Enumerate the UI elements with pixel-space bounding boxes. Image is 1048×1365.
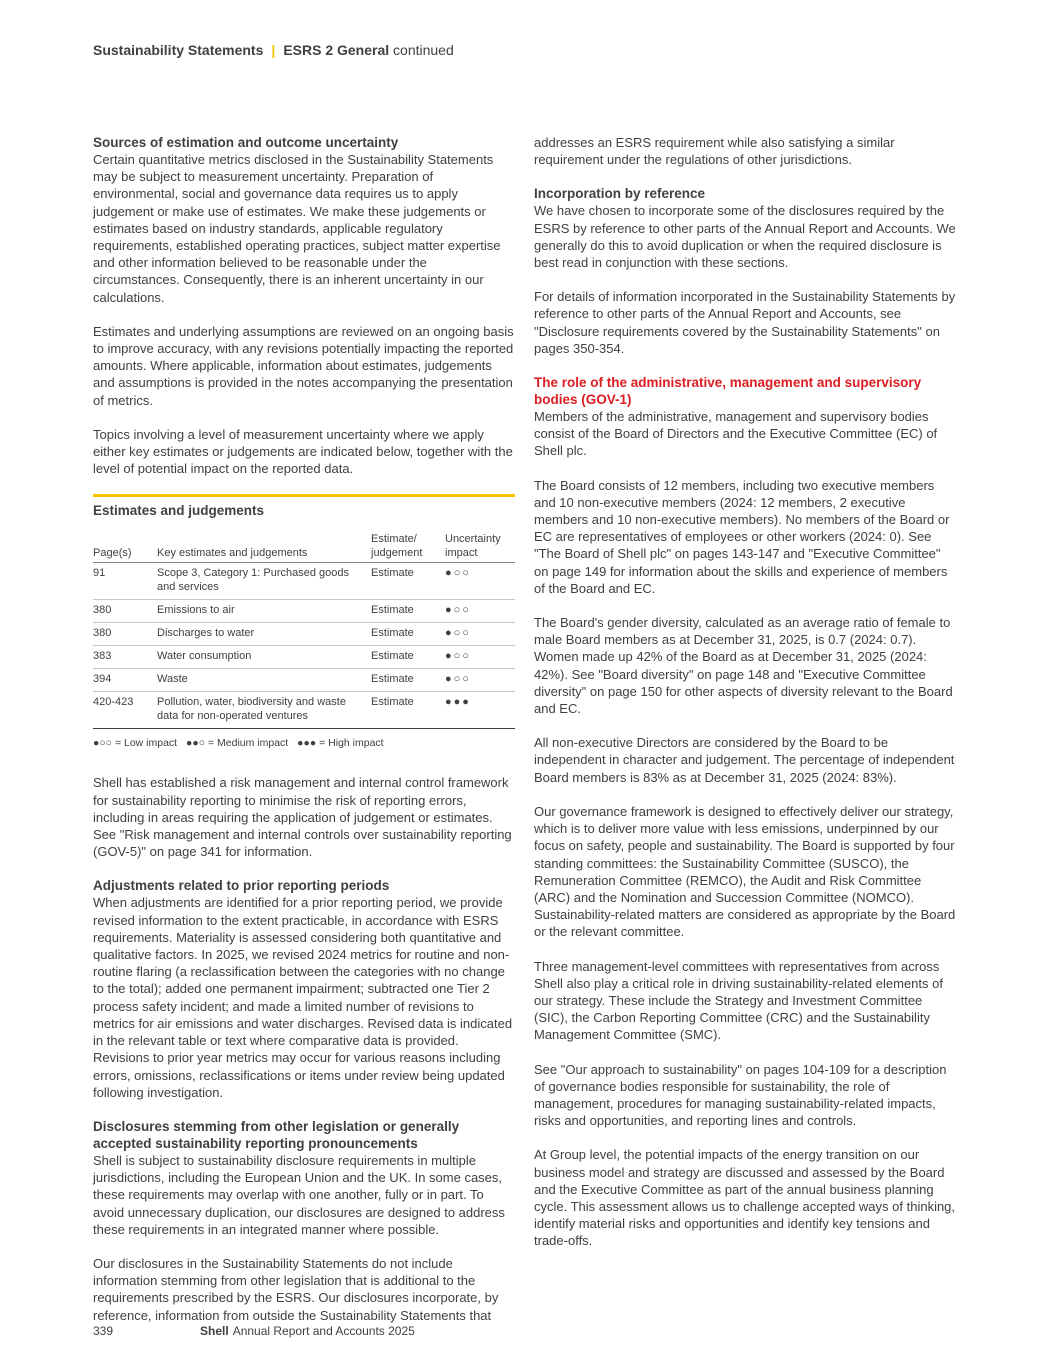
- adjustments-heading: Adjustments related to prior reporting periods: [93, 878, 390, 894]
- impact-legend: [93, 737, 515, 749]
- cell-key: Water consumption: [157, 646, 371, 669]
- page-number: 339: [93, 1324, 114, 1338]
- table-row: [93, 600, 515, 623]
- cell-pages: 380: [93, 623, 157, 646]
- cell-type: Estimate: [371, 563, 445, 600]
- sources-heading: Sources of estimation and outcome uncertainty: [93, 135, 399, 150]
- cell-key: Pollution, water, biodiversity and waste data for non-operated ventures: [157, 692, 371, 729]
- adjustments-paragraph: When adjustments are identified for a prior reporting period, we provide revised information to the extent practicable, in accordance with ESRS requirements. Materiality is assessed considering both quantitative and qualitative factors. In 2025, we revised 2024 metrics for routine and non-routine flaring (a reclassification between the categories with no change to the total); added one permanent impairment; subtracted one Tier 2 process safety incident; and made a limited number of revisions to metrics for air emissions and water discharges. Revised data is indicated in the relevant table or text where comparative data is provided. Revisions to prior year metrics may occur for various reasons including errors, omissions, reclassifications or items under review being updated following investigation.: [93, 895, 513, 1100]
- cell-key: Waste: [157, 669, 371, 692]
- table-row: [93, 563, 515, 600]
- right-column: [534, 134, 958, 1267]
- gov1-paragraph-3: The Board's gender diversity, calculated as an average ratio of female to male Board members as at December 31, 2025, is 0.7 (2024: 0.7). Women made up 42% of the Board as at December 31, 2025 (2024: 42%). See "Board diversity" on page 148 and "Executive Committee diversity" on page 150 for other aspects of diversity relevant to the Board and EC.: [534, 615, 953, 717]
- header-separator: |: [271, 42, 276, 58]
- running-header: [93, 42, 454, 58]
- left-column: [93, 134, 515, 1341]
- table-row: [93, 646, 515, 669]
- cell-type: Estimate: [371, 692, 445, 729]
- continued-paragraph: addresses an ESRS requirement while also satisfying a similar requirement under the regulations of other jurisdictions.: [534, 135, 895, 168]
- gov1-heading: The role of the administrative, management and supervisory bodies (GOV-1): [534, 375, 922, 408]
- cell-impact: ●○○: [445, 563, 515, 600]
- table-row: [93, 669, 515, 692]
- incorporation-paragraph-2: For details of information incorporated in the Sustainability Statements by reference to other parts of the Annual Report and Accounts, see "Disclosure requirements covered by the Sustainability Statements" on pages 350-354.: [534, 289, 956, 356]
- brand-name: Shell: [200, 1324, 229, 1338]
- table-header-row: [93, 530, 515, 563]
- gov1-paragraph-6: Three management-level committees with representatives from across Shell also play a critical role in driving sustainability-related elements of our strategy. These include the Strategy and Investment Committee (SIC), the Carbon Reporting Committee (CRC) and the Sustainability Management Committee (SMC).: [534, 958, 943, 1043]
- subsection-title: ESRS 2 General: [283, 42, 390, 58]
- disclosures-heading: Disclosures stemming from other legislation or generally accepted sustainability reporting pronouncements: [93, 1118, 460, 1151]
- section-title: Sustainability Statements: [93, 42, 264, 58]
- estimates-table: [93, 530, 515, 729]
- gov1-paragraph-7: See "Our approach to sustainability" on pages 104-109 for a description of governance bodies responsible for sustainability, the role of management, procedures for managing sustainability-related impacts, risks and opportunities, and reporting lines and controls.: [534, 1061, 947, 1129]
- col-header-key: Key estimates and judgements: [157, 530, 371, 563]
- cell-impact: ●○○: [445, 669, 515, 692]
- cell-impact: ●○○: [445, 600, 515, 623]
- cell-pages: 420-423: [93, 692, 157, 729]
- estimates-table-card: [93, 494, 515, 749]
- gov1-paragraph-1: Members of the administrative, management and supervisory bodies consist of the Board of Directors and the Executive Committee (EC) of Shell plc.: [534, 409, 938, 459]
- cell-type: Estimate: [371, 669, 445, 692]
- cell-pages: 383: [93, 646, 157, 669]
- report-title: Annual Report and Accounts 2025: [232, 1324, 415, 1338]
- gov1-paragraph-2: The Board consists of 12 members, including two executive members and 10 non-executive members (2024: 12 members, 2 executive members and 10 non-executive members). No members of the Board or EC are representatives of employees or other workers (2024: 0). See "The Board of Shell plc" on pages 143-147 and "Executive Committee" on page 149 for information about the skills and experience of members of the Board and EC.: [534, 477, 950, 596]
- disclosures-paragraph-2: Our disclosures in the Sustainability Statements do not include information stemming from other legislation that is additional to the requirements prescribed by the ESRS. Our disclosures incorporate, by reference, information from outside the Sustainability Statements that: [93, 1255, 499, 1323]
- continued-label: continued: [393, 42, 454, 58]
- table-row: [93, 623, 515, 646]
- gov1-paragraph-4: All non-executive Directors are considered by the Board to be independent in character and judgement. The percentage of independent Board members is 83% as at December 31, 2025 (2024: 83%).: [534, 735, 955, 785]
- page-footer: [93, 1324, 415, 1338]
- table-row: [93, 692, 515, 729]
- col-header-pages: Page(s): [93, 530, 157, 563]
- sources-paragraph-1: Certain quantitative metrics disclosed in the Sustainability Statements may be subject to measurement uncertainty. Preparation of environmental, social and governance data requires us to apply judgement or make use of estimates. We make these judgements or estimates based on industry standards, applicable regulatory requirements, established operating practices, subject matter expertise and other information believed to be reasonable under the circumstances. Consequently, there is an inherent uncertainty in our calculations.: [93, 152, 501, 305]
- col-header-impact: Uncertainty impact: [445, 530, 515, 563]
- sources-paragraph-3: Topics involving a level of measurement uncertainty where we apply either key estimates or judgements are indicated below, together with the level of potential impact on the reported data.: [93, 426, 513, 477]
- gov1-paragraph-8: At Group level, the potential impacts of the energy transition on our business model and strategy are discussed and assessed by the Board and the Executive Committee as part of the annual business planning cycle. This assessment allows us to challenge accepted ways of thinking, identify material risks and opportunities and identify key tensions and trade-offs.: [534, 1147, 956, 1249]
- legend-medium: ●●○ = Medium impact: [186, 737, 289, 750]
- incorporation-heading: Incorporation by reference: [534, 186, 706, 202]
- cell-pages: 91: [93, 563, 157, 600]
- cell-key: Scope 3, Category 1: Purchased goods and services: [157, 563, 371, 600]
- col-header-type: Estimate/ judgement: [371, 530, 445, 563]
- risk-paragraph: Shell has established a risk management and internal control framework for sustainability reporting to minimise the risk of reporting errors, including in areas requiring the application of judgement or estimates. See "Risk management and internal controls over sustainability reporting (GOV-5)" on page 341 for information.: [93, 775, 512, 860]
- disclosures-paragraph-1: Shell is subject to sustainability disclosure requirements in multiple jurisdictions, including the European Union and the UK. In some cases, these requirements may overlap with one another, fully or in part. To avoid unnecessary duplication, our disclosures are designed to address these requirements in an integrated manner where possible.: [93, 1152, 505, 1237]
- cell-type: Estimate: [371, 646, 445, 669]
- sources-paragraph-2: Estimates and underlying assumptions are reviewed on an ongoing basis to improve accuracy, with any revisions potentially impacting the reported amounts. Where applicable, information about estimates, judgements and assumptions is provided in the notes accompanying the presentation of metrics.: [93, 323, 514, 408]
- cell-type: Estimate: [371, 623, 445, 646]
- cell-impact: ●○○: [445, 646, 515, 669]
- gov1-paragraph-5: Our governance framework is designed to effectively deliver our strategy, which is to deliver more value with less emissions, underpinned by our focus on safety, people and sustainability. The Board is supported by four standing committees: the Sustainability Committee (SUSCO), the Remuneration Committee (REMCO), the Audit and Risk Committee (ARC) and the Nomination and Succession Committee (NOMCO). Sustainability-related matters are considered as appropriate by the Board or the relevant committee.: [534, 803, 956, 940]
- cell-type: Estimate: [371, 600, 445, 623]
- incorporation-paragraph-1: We have chosen to incorporate some of the disclosures required by the ESRS by reference to other parts of the Annual Report and Accounts. We generally do this to avoid duplication or when the required disclosure is best read in conjunction with these sections.: [534, 203, 956, 271]
- cell-impact: ●○○: [445, 623, 515, 646]
- estimates-table-title: Estimates and judgements: [93, 503, 265, 519]
- cell-pages: 394: [93, 669, 157, 692]
- legend-low: ●○○ = Low impact: [93, 737, 178, 750]
- cell-pages: 380: [93, 600, 157, 623]
- cell-key: Discharges to water: [157, 623, 371, 646]
- cell-impact: ●●●: [445, 692, 515, 729]
- legend-high: ●●● = High impact: [297, 737, 384, 750]
- cell-key: Emissions to air: [157, 600, 371, 623]
